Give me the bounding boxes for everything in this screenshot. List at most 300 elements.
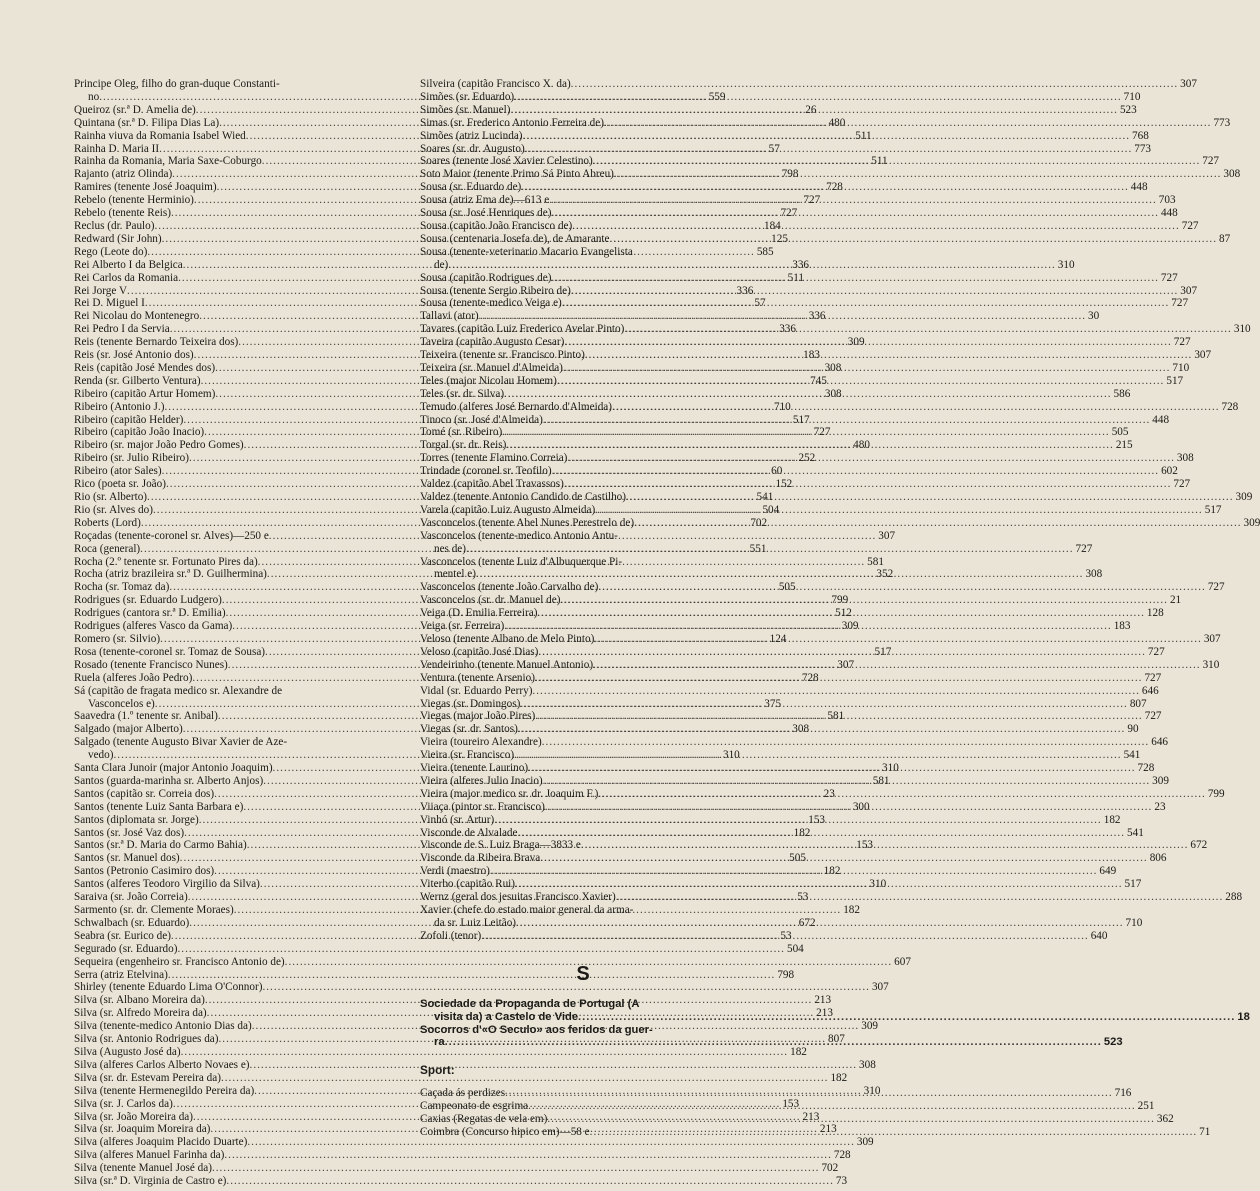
entry-name: Soares (sr. dr. Augusto) (420, 142, 525, 155)
page-number: 602 (1161, 465, 1178, 478)
entry-name: Serra (atriz Etelvina) (74, 968, 168, 981)
entry-name: Ramires (tenente José Joaquim) (74, 181, 217, 194)
entry-name: Veiga (sr. Ferreira) (420, 620, 505, 633)
entry-name: Schwalbach (sr. Eduardo) (74, 916, 190, 929)
entry-name: Teles (sr. dr. Silva) (420, 387, 505, 400)
page-number: 727 (1171, 297, 1189, 310)
entry-name: Teixeira (tenente sr. Francisco Pinto) (420, 349, 585, 362)
page-number: 57 (754, 297, 766, 310)
page-number: 727 (1147, 645, 1165, 658)
page-number: 728 (1221, 400, 1239, 413)
entry-name: Sousa (centenaria Josefa de), de Amarante (420, 232, 610, 245)
page-number: 505 (1111, 426, 1129, 439)
page-number: 309 (1152, 774, 1169, 787)
dot-leader (528, 1097, 1136, 1113)
page-number: 213 (802, 1110, 820, 1123)
entry-name: Roçadas (tenente-coronel sr. Alves)—250 e (74, 529, 269, 542)
page-number: 727 (1144, 671, 1162, 684)
dot-leader (571, 285, 1179, 298)
entry-name: Ribeiro (sr. Julio Ribeiro) (74, 452, 189, 465)
page-number: 799 (831, 594, 849, 607)
page-number: 798 (777, 968, 795, 981)
section-letter: S (576, 962, 590, 985)
entry-name: Rainha viuva da Romania Isabel Wied (74, 129, 246, 142)
page-number: 672 (1190, 839, 1208, 852)
dot-leader (528, 762, 1136, 775)
dot-leader (224, 1149, 832, 1162)
entry-name: Visconde de S. Luiz Braga—3833 e (420, 839, 581, 852)
entry-name: Tallavi (ator) (420, 310, 479, 323)
index-entry (74, 1175, 848, 1188)
page-number: 505 (789, 852, 806, 865)
entry-name: Sousa (capitão Rodrigues de) (420, 271, 552, 284)
entry-name: Rajanto (atriz Olinda) (74, 168, 173, 181)
dot-leader (598, 581, 1206, 594)
dot-leader (543, 414, 1151, 427)
page-number: 541 (1127, 826, 1144, 839)
dot-leader (515, 878, 1123, 891)
entry-name: Verdi (maestro) (420, 865, 490, 878)
entry-name: Trindade (coronel sr. Teofilo) (420, 465, 552, 478)
entry-name: Vasconcelos (sr. dr. Manuel de) (420, 594, 561, 607)
page-number: 252 (798, 452, 816, 465)
page-number: 806 (1149, 852, 1167, 865)
page-number: 310 (882, 762, 899, 775)
entry-name: visita da) a Castelo de Vide (434, 1010, 579, 1023)
entry-name: Vinhó (sr. Artur) (420, 813, 495, 826)
index-entry (420, 78, 1197, 91)
entry-name: Simões (sr. Eduardo) (420, 90, 515, 103)
dot-leader (525, 143, 1133, 156)
index-entry (74, 955, 911, 969)
entry-name: Vieira (sr. Francisco) (420, 749, 515, 762)
index-entry (74, 1162, 839, 1175)
dot-leader (466, 543, 1074, 556)
entry-name: Ruela (alferes João Pedro) (74, 671, 193, 684)
page-number: 727 (1202, 155, 1220, 168)
entry-name: Ribeiro (sr. major João Pedro Gomes) (74, 439, 244, 452)
page-number: 480 (828, 116, 846, 129)
dot-leader (594, 633, 1202, 646)
dot-leader (521, 181, 1129, 194)
page-number: 703 (1158, 194, 1176, 207)
entry-name: Taveira (capitão Augusto Cesar) (420, 336, 565, 349)
entry-name: Rio (sr. Alberto) (74, 491, 148, 503)
entry-name: Sequeira (engenheiro sr. Francisco Antonio de) (74, 955, 285, 968)
entry-name: Rosado (tenente Francisco Nunes) (74, 658, 228, 671)
entry-name: Soto Maior (tenente Primo Sá Pinto Abreu) (420, 168, 614, 181)
dot-leader (520, 698, 1128, 711)
entry-name: Saraiva (sr. João Correia) (74, 891, 188, 904)
entry-name: Ribeiro (capitão João Inacio) (74, 426, 205, 439)
page-number: 640 (1090, 929, 1108, 942)
entry-name: Rodrigues (sr. Eduardo Ludgero) (74, 594, 222, 607)
page-number: 336 (736, 284, 754, 297)
dot-leader (572, 220, 1180, 233)
entry-name: Queiroz (sr.ª D. Amelia de) (74, 103, 196, 116)
entry-name: Silva (sr. Antonio Rodrigues da) (74, 1033, 219, 1046)
entry-name: Sousa (sr. Eduardo de) (420, 181, 522, 194)
page-number: 308 (824, 361, 842, 374)
page-number: 702 (750, 516, 768, 529)
page-number: 352 (876, 568, 894, 581)
page-number: 745 (810, 374, 827, 387)
entry-name: Rico (poeta sr. João) (74, 478, 166, 491)
page-number: 310 (1057, 258, 1075, 271)
entry-name: vedo) (88, 749, 114, 762)
dot-leader (581, 839, 1189, 852)
index-entry-text: Sá (capitão de fragata medico sr. Alexandre de (74, 684, 283, 697)
page-number: 727 (1207, 581, 1225, 594)
dot-leader (516, 917, 1124, 930)
dot-leader (578, 1011, 1235, 1024)
index-entry (74, 981, 889, 994)
page-number: 300 (852, 800, 870, 813)
page-number: 309 (1235, 491, 1253, 503)
page-number: 807 (828, 1033, 845, 1046)
dot-leader (481, 930, 1089, 943)
dot-leader (567, 452, 1175, 465)
page-number: 182 (823, 865, 841, 878)
dot-leader (523, 130, 1131, 143)
entry-name: Visconde da Ribeira Brava (420, 852, 541, 865)
entry-name: no (88, 90, 100, 103)
page-number: 716 (1114, 1087, 1132, 1100)
page-number: 21 (1169, 594, 1182, 607)
page-number: 336 (792, 258, 810, 271)
entry-name: Rei Jorge V (74, 284, 128, 297)
dot-leader (598, 788, 1206, 801)
page-number: 480 (853, 439, 870, 452)
entry-name: Ribeiro (Antonio J.) (74, 400, 165, 413)
dot-leader (490, 865, 1098, 878)
page-number: 57 (768, 142, 780, 155)
page-number: 727 (813, 426, 831, 439)
index-entry (420, 736, 1168, 749)
entry-name: Vieira (alferes Julio Inacio) (420, 774, 543, 787)
dot-leader (545, 801, 1153, 814)
dot-leader (504, 388, 1112, 401)
entry-name: Renda (sr. Gilberto Ventura) (74, 374, 201, 387)
page-number: 26 (805, 103, 817, 116)
page-number: 728 (833, 1149, 851, 1162)
page-number: 182 (790, 1045, 807, 1058)
index-entry-text: Principe Oleg, filho do gran-duque Constanti- (74, 78, 280, 90)
entry-name: Santos (guarda-marinha sr. Alberto Anjos) (74, 774, 264, 787)
index-entry-text: Vasconcelos (tenente Luiz d'Albuquerque Pi- (420, 555, 623, 568)
dot-leader (609, 233, 1217, 246)
entry-name: Rei Nicolau do Montenegro (74, 310, 200, 323)
entry-name: nes de) (434, 542, 466, 555)
entry-name: Reclus (dr. Paulo) (74, 219, 155, 232)
entry-name: Rei Carlos da Romania (74, 271, 179, 284)
entry-name: ra (434, 1036, 445, 1049)
page-number: 308 (859, 1058, 876, 1071)
page-number: 307 (837, 658, 855, 671)
page-number: 310 (869, 878, 887, 891)
entry-name: Rebelo (tenente Herminio) (74, 194, 194, 207)
page-number: 511 (871, 155, 888, 168)
dot-leader (585, 349, 1193, 362)
page-number: 125 (771, 232, 788, 245)
entry-name: Reis (capitão José Mendes dos) (74, 361, 216, 374)
page-number: 581 (867, 555, 884, 568)
page-number: 585 (756, 245, 774, 258)
dot-leader (514, 91, 1122, 104)
entry-name: Santos (sr.ª D. Maria do Carmo Bahia) (74, 839, 247, 852)
entry-name: Sarmento (sr. dr. Clemente Moraes) (74, 904, 234, 916)
page-number: 124 (769, 632, 787, 645)
page-number: 18 (1237, 1010, 1250, 1023)
page-number: 581 (872, 774, 890, 787)
page-number: 152 (775, 478, 793, 491)
dot-leader (560, 594, 1168, 607)
entry-name: Viegas (major João Pires) (420, 710, 536, 723)
entry-name: Rainha D. Maria II (74, 142, 160, 155)
page-number: 251 (1137, 1100, 1155, 1113)
page-number: 541 (1123, 749, 1141, 762)
page-number: 309 (856, 1136, 874, 1149)
dot-leader (540, 852, 1148, 865)
entry-name: Vidal (sr. Eduardo Perry) (420, 684, 533, 697)
entry-name: Seabra (sr. Eurico de) (74, 929, 171, 942)
dot-leader (510, 104, 1118, 117)
page-number: 310 (1202, 658, 1220, 671)
entry-name: Roberts (Lord) (74, 516, 141, 529)
page-number: 727 (1173, 336, 1191, 349)
entry-name: Rosa (tenente-coronel sr. Tomaz de Sousa) (74, 645, 266, 658)
dot-leader (564, 336, 1172, 349)
page-number: 505 (778, 581, 796, 594)
entry-name: Silva (Augusto José da) (74, 1045, 181, 1058)
dot-leader (518, 827, 1126, 840)
dot-leader (593, 659, 1201, 672)
dot-leader (535, 672, 1143, 685)
dot-leader (590, 1126, 1198, 1139)
entry-name: Rebelo (tenente Reis) (74, 207, 171, 220)
entry-name: Santos (Petronio Casimiro dos) (74, 865, 215, 878)
entry-name: Silva (sr. dr. Estevam Pereira da) (74, 1071, 221, 1084)
page-number: 727 (1173, 478, 1191, 491)
page-number: 773 (1134, 142, 1152, 155)
page-number: 375 (764, 697, 782, 710)
dot-leader (476, 568, 1084, 581)
page-number: 213 (816, 1007, 833, 1020)
dot-leader (593, 155, 1201, 168)
entry-name: Vasconcelos e) (88, 697, 155, 710)
page-number: 523 (1119, 103, 1137, 116)
dot-leader (614, 168, 1222, 181)
page-number: 448 (1160, 207, 1178, 220)
index-entry-text: Sousa (tenente-veterinario Macario Evangelista (420, 245, 633, 258)
entry-name: Ribeiro (ator Sales) (74, 465, 162, 478)
page-number: 308 (824, 387, 842, 400)
page-number: 362 (1156, 1113, 1174, 1126)
dot-leader (494, 814, 1102, 827)
entry-name: Silva (alferes Joaquim Placido Duarte) (74, 1136, 248, 1149)
page-number: 336 (779, 323, 796, 336)
entry-name: Vasconcelos (tenente Abel Nunes Perestrelo de) (420, 516, 635, 529)
entry-name: Sousa (tenente Sergio Ribeiro de) (420, 284, 571, 297)
dot-leader (551, 272, 1159, 285)
dot-leader (538, 646, 1146, 659)
entry-name: Teixeira (sr. Manuel d'Almeida) (420, 361, 563, 374)
entry-name: Vieira (major medico sr. dr. Joaquim F.) (420, 787, 599, 800)
entry-name: da sr. Luiz Leitão) (434, 916, 517, 929)
page-number: 23 (1154, 800, 1166, 813)
dot-leader (532, 685, 1140, 698)
dot-leader (549, 194, 1157, 207)
dot-leader (563, 362, 1171, 375)
entry-name: Shirley (tenente Eduardo Lima O'Connor) (74, 981, 263, 994)
page-number: 448 (1130, 181, 1148, 194)
entry-name: Temudo (alferes José Bernardo d'Almeida) (420, 400, 612, 413)
entry-name: Viterbo (capitão Rui) (420, 878, 516, 891)
page-number: 728 (801, 671, 819, 684)
entry-name: Santos (diplomata sr. Jorge) (74, 813, 199, 826)
page-number: 710 (773, 400, 791, 413)
entry-name: Wernz (geral dos jesuitas Francisco Xavier) (420, 891, 616, 904)
page-number: 586 (1113, 387, 1131, 400)
entry-name: Rocha (atriz brazileira sr.ª D. Guilhermina) (74, 568, 267, 581)
entry-name: Silva (sr. João Moreira da) (74, 1110, 193, 1123)
entry-name: mentel e) (434, 568, 476, 581)
index-entry-text: Xavier (chefe do estado maior general da arma- (420, 904, 634, 916)
page-number: 511 (855, 129, 872, 142)
page-number: 710 (1125, 916, 1143, 929)
dot-leader (626, 491, 1234, 504)
entry-name: Vendeirinho (tenente Manuel Antonio) (420, 658, 594, 671)
entry-name: Santos (capitão sr. Correia dos) (74, 787, 215, 800)
dot-leader (542, 736, 1150, 749)
index-entry (420, 684, 1159, 698)
entry-name: Sousa (sr. José Henriques de) (420, 207, 552, 220)
dot-leader (226, 1175, 834, 1188)
dot-leader (479, 310, 1087, 323)
entry-name: Rodrigues (alferes Vasco da Gama) (74, 620, 233, 633)
page-number: 517 (1204, 503, 1222, 516)
page-number: 307 (878, 529, 896, 542)
page-number: 310 (863, 1084, 881, 1097)
index-entry (74, 968, 795, 982)
entry-name: Quintana (sr.ª D. Filipa Dias La) (74, 116, 220, 129)
page-number: 184 (763, 219, 781, 232)
page-number: 213 (814, 994, 832, 1007)
dot-leader (616, 891, 1224, 904)
entry-name: Silva (tenente-medico Antonio Dias da) (74, 1020, 252, 1033)
page-number: 517 (874, 645, 892, 658)
page-number: 646 (1151, 736, 1168, 749)
dot-leader (552, 465, 1160, 478)
dot-leader (543, 775, 1151, 788)
entry-name: Campeonato de esgrima (420, 1100, 529, 1113)
page-number: 128 (1146, 607, 1164, 620)
index-entry (74, 1149, 851, 1162)
page-number: 153 (782, 1097, 800, 1110)
entry-name: Santos (tenente Luiz Santa Barbara e) (74, 800, 244, 813)
entry-name: Rocha (sr. Tomaz da) (74, 581, 170, 594)
index-entry (74, 1136, 874, 1149)
index-entry-text: Salgado (tenente Augusto Bivar Xavier de Aze- (74, 736, 288, 749)
dot-leader (564, 478, 1172, 491)
entry-name: Viiaça (pintor sr. Francisco) (420, 800, 545, 813)
page-number: 307 (871, 981, 889, 994)
entry-name: Silva (alferes Carlos Alberto Novaes e) (74, 1058, 250, 1071)
dot-leader (595, 504, 1203, 517)
entry-name: Vieira (tenente Laurino) (420, 762, 529, 775)
entry-name: Roca (general) (74, 542, 141, 555)
entry-name: Teles (major Nicolau Homem) (420, 374, 557, 387)
entry-name: Tomé (sr. Ribeiro) (420, 426, 503, 439)
index-entry (420, 465, 1178, 478)
page-number: 551 (749, 542, 767, 555)
entry-name: Valdez (capitão Abel Travassos) (420, 478, 564, 491)
entry-name: Varela (capitão Luiz Augusto Almeida) (420, 503, 596, 516)
entry-name: Rio (sr. Alves do) (74, 503, 153, 516)
entry-name: Silva (sr. Albano Moreira da) (74, 994, 205, 1007)
page-number: 710 (1172, 361, 1190, 374)
entry-name: Rodrigues (cantora sr.ª D. Emilia) (74, 607, 226, 620)
entry-name: Simões (atriz Lucinda) (420, 129, 523, 142)
page-number: 182 (793, 826, 811, 839)
page-number: 504 (786, 942, 804, 955)
entry-name: Tavares (capitão Luiz Frederico Avelar Pinto) (420, 323, 625, 336)
page-number: 153 (808, 813, 825, 826)
page-number: 773 (1213, 116, 1231, 129)
entry-name: Rainha da Romania, Maria Saxe-Coburgo (74, 155, 262, 168)
page-number: 523 (1103, 1036, 1123, 1049)
entry-name: Salgado (major Alberto) (74, 723, 183, 736)
dot-leader (562, 297, 1170, 310)
entry-name: Tinoco (sr. José d'Almeida) (420, 413, 543, 426)
index-entry-text: Sociedade da Propaganda de Portugal (A (420, 997, 640, 1010)
page-number: 310 (722, 749, 740, 762)
page-number: 727 (1144, 710, 1162, 723)
page-number: 559 (708, 90, 726, 103)
page-number: 309 (861, 1020, 878, 1033)
entry-name: Rocha (2.º tenente sr. Fortunato Pires da) (74, 555, 258, 568)
entry-name: Rei Pedro I da Servia (74, 323, 170, 336)
page-number: 309 (1243, 516, 1260, 529)
index-entry (420, 284, 1198, 298)
entry-name: Silva (tenente Hermenegildo Pereira da) (74, 1084, 255, 1097)
entry-name: Caçada ás perdizes (420, 1087, 506, 1100)
entry-name: Valdez (tenente Antonio Candido de Castilho) (420, 491, 626, 503)
entry-name: Segurado (sr. Eduardo) (74, 942, 178, 955)
page-number: 649 (1099, 865, 1117, 878)
page-number: 309 (841, 620, 859, 633)
dot-leader (551, 207, 1159, 220)
page-number: 183 (803, 349, 820, 362)
page-number: 511 (787, 271, 804, 284)
entry-name: Reis (tenente Bernardo Teixeira dos) (74, 336, 239, 349)
page-number: 517 (1166, 374, 1184, 387)
dot-leader (506, 439, 1114, 452)
entry-name: Rego (Leote do) (74, 245, 148, 258)
page-number: 727 (1160, 271, 1178, 284)
dot-leader (518, 723, 1126, 736)
entry-name: Silveira (capitão Francisco X. da) (420, 78, 571, 90)
page-number: 308 (1176, 452, 1194, 465)
entry-name: Reis (sr. José Antonio dos) (74, 349, 194, 362)
page-number: 60 (771, 465, 783, 478)
page-number: 307 (1180, 78, 1197, 90)
entry-name: Sousa (atriz Ema de)—613 e (420, 194, 550, 207)
dot-leader (557, 375, 1165, 388)
entry-name: Torres (tenente Flamino Correia) (420, 452, 568, 465)
entry-name: Ribeiro (capitão Artur Homem) (74, 387, 216, 400)
page-number: 213 (819, 1123, 837, 1136)
